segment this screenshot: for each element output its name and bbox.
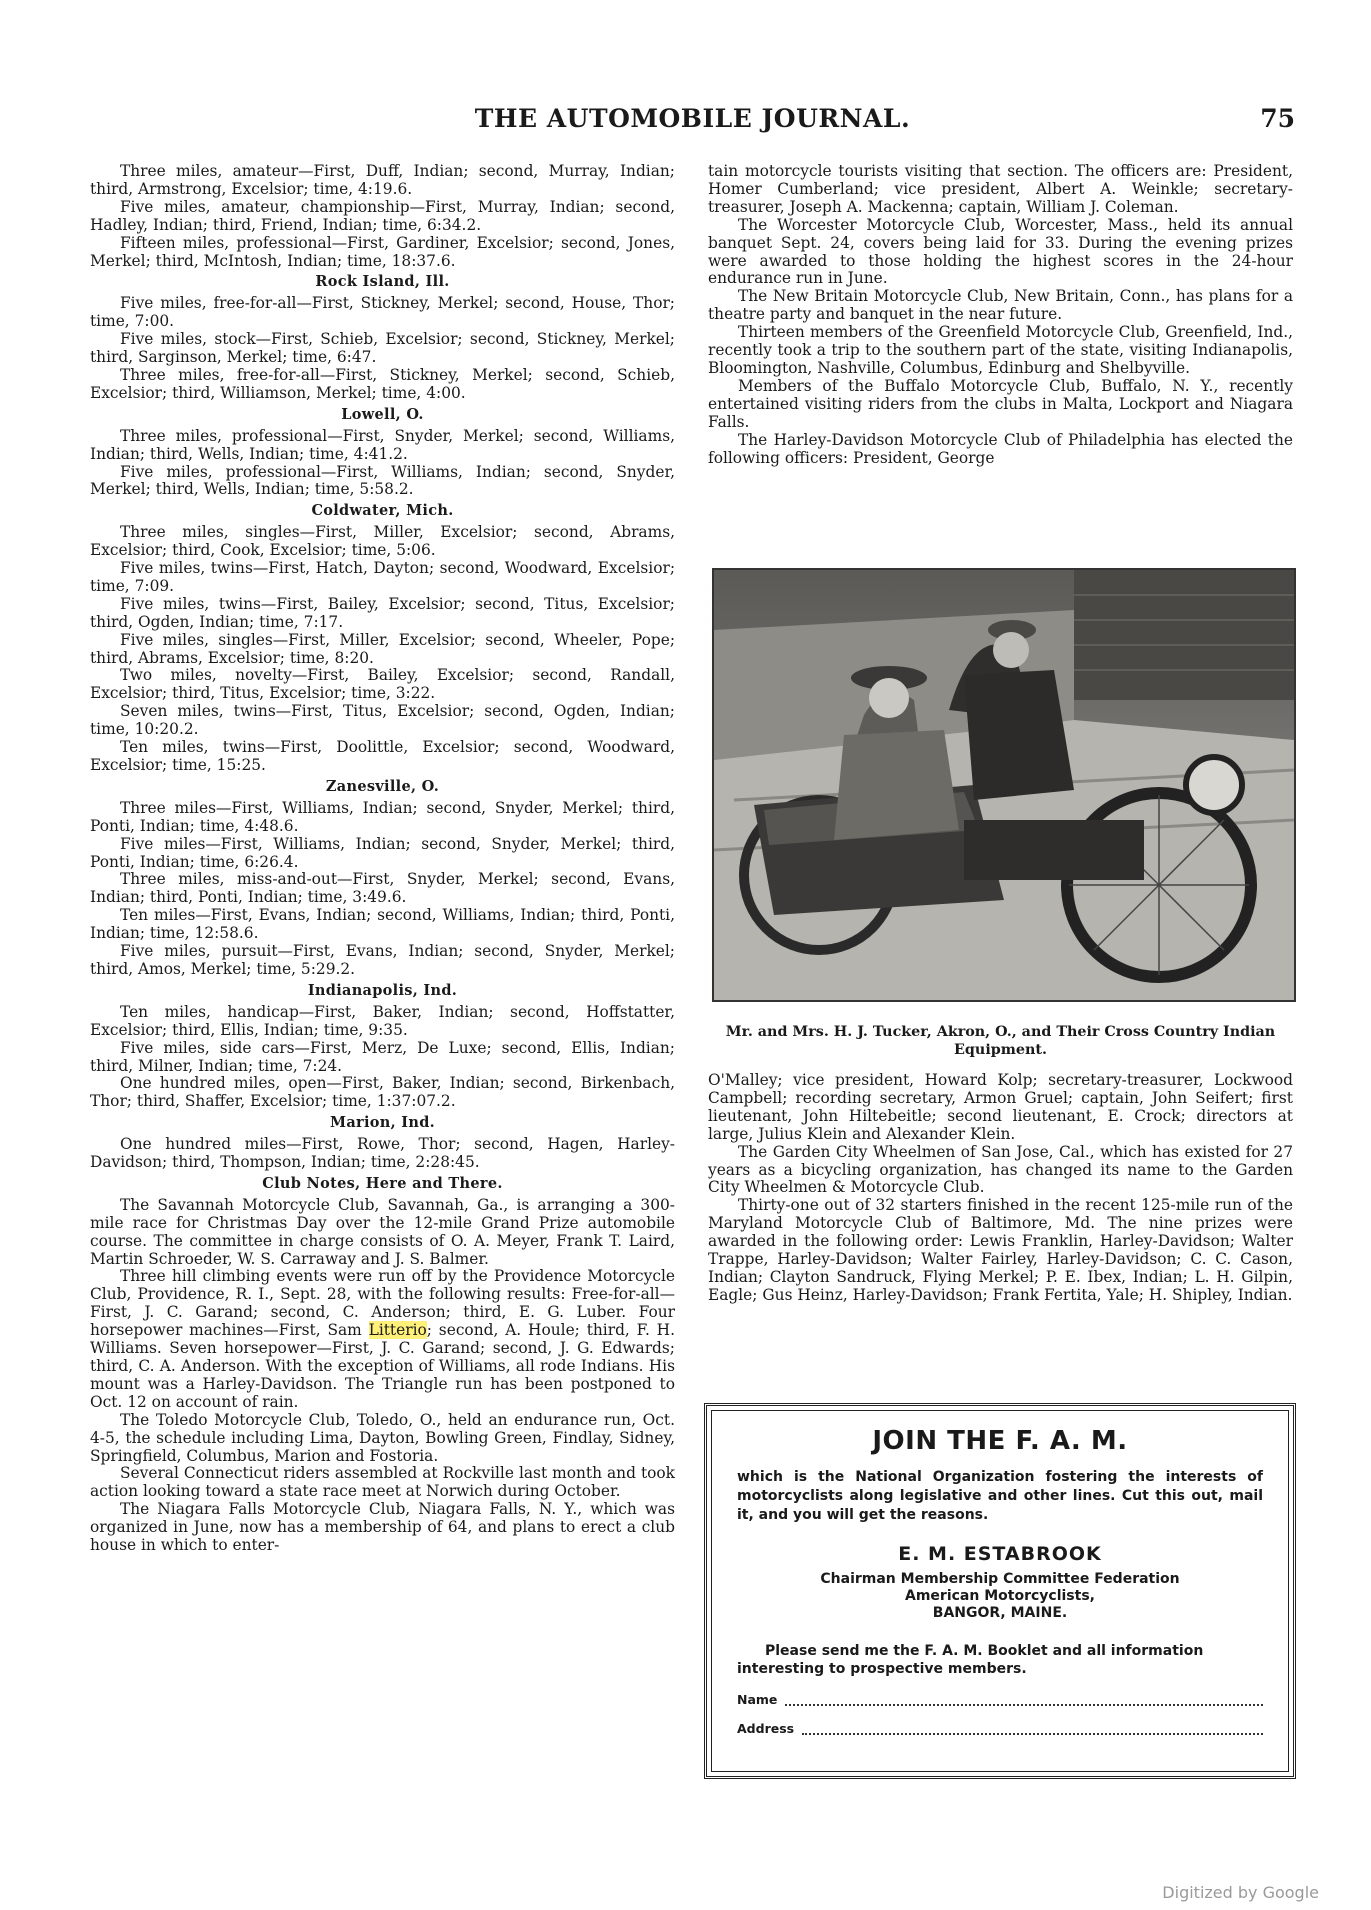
ad-title: JOIN THE F. A. M. [872,1426,1128,1456]
field-label: Address [737,1721,795,1736]
paragraph: tain motorcycle tourists visiting that section. The officers are: President, Homer Cumberland; vice president, Albert A. Weinkle; secretary-treasurer, Joseph A. Mackenna; captain, William J. Coleman. [708,162,1293,216]
ad-name-field [737,1692,1263,1707]
paragraph: Five miles, side cars—First, Merz, De Luxe; second, Ellis, Indian; third, Milner, Indian; time, 7:24. [90,1038,675,1075]
photo-illustration [714,570,1294,1000]
paragraph: The Garden City Wheelmen of San Jose, Cal., which has existed for 27 years as a bicycling organization, has changed its name to the Garden City Wheelmen & Motorcycle Club. [708,1142,1293,1197]
paragraph: Two miles, novelty—First, Bailey, Excelsior; second, Randall, Excelsior; third, Titus, Excelsior; time, 3:22. [90,666,675,703]
paragraph: Several Connecticut riders assembled at Rockville last month and took action looking toward a state race meet at Norwich during October. [90,1464,675,1501]
photo-caption: Mr. and Mrs. H. J. Tucker, Akron, O., and Their Cross Country Indian Equipment. [725,1024,1276,1058]
ad-address-field [737,1721,1263,1736]
paragraph: Five miles, stock—First, Schieb, Excelsior; second, Stickney, Merkel; third, Sarginson, Merkel; time, 6:47. [90,330,675,367]
right-column-top [708,163,1293,467]
paragraph: One hundred miles, open—First, Baker, Indian; second, Birkenbach, Thor; third, Shaffer, Excelsior; time, 1:37:07.2. [90,1074,675,1111]
paragraph: Five miles, pursuit—First, Evans, Indian; second, Snyder, Merkel; third, Amos, Merkel; time, 5:29.2. [90,942,675,978]
paragraph: Five miles—First, Williams, Indian; second, Snyder, Merkel; third, Ponti, Indian; time, 6:26.4. [90,834,675,871]
ad-request: Please send me the F. A. M. Booklet and all information interesting to prospective members. [737,1643,1204,1677]
paragraph: Five miles, twins—First, Bailey, Excelsior; second, Titus, Excelsior; third, Ogden, Indian; time, 7:17. [90,594,675,631]
section-heading-club-notes: Club Notes, Here and There. [262,1174,503,1192]
digitized-watermark: Digitized by Google [1162,1883,1319,1902]
right-column-bottom [708,1072,1293,1305]
paragraph: The Niagara Falls Motorcycle Club, Niagara Falls, N. Y., which was organized in June, now has a membership of 64, and plans to erect a club house in which to enter- [90,1500,675,1555]
paragraph: Three miles, singles—First, Miller, Excelsior; second, Abrams, Excelsior; third, Cook, Excelsior; time, 5:06. [90,523,675,560]
paragraph: Five miles, singles—First, Miller, Excelsior; second, Wheeler, Pope; third, Abrams, Excelsior; time, 8:20. [90,630,675,667]
section-heading-indianapolis: Indianapolis, Ind. [307,981,458,999]
paragraph: The New Britain Motorcycle Club, New Britain, Conn., has plans for a theatre party and banquet in the near future. [708,287,1293,324]
paragraph: The Worcester Motorcycle Club, Worcester, Mass., held its annual banquet Sept. 24, covers being laid for 33. During the evening prizes were awarded to those holding the highest scores in the 24-hour endurance run in June. [708,215,1293,288]
section-heading-rock-island: Rock Island, Ill. [315,273,450,291]
paragraph: Ten miles, handicap—First, Baker, Indian; second, Hoffstatter, Excelsior; third, Ellis, Indian; time, 9:35. [90,1002,675,1039]
paragraph: Fifteen miles, professional—First, Gardiner, Excelsior; second, Jones, Merkel; third, McIntosh, Indian; time, 18:37.6. [90,233,675,270]
ad-contact-line: BANGOR, MAINE. [932,1605,1068,1621]
highlighted-word: Litterio [368,1321,427,1340]
section-heading-marion: Marion, Ind. [329,1114,435,1132]
paragraph: Members of the Buffalo Motorcycle Club, Buffalo, N. Y., recently entertained visiting riders from the clubs in Malta, Lockport and Niagara Falls. [708,376,1293,431]
dotted-line [785,1692,1263,1706]
section-heading-zanesville: Zanesville, O. [325,777,440,795]
paragraph: The Savannah Motorcycle Club, Savannah, Ga., is arranging a 300-mile race for Christmas Day over the 12-mile Grand Prize automobile course. The committee in charge consists of O. A. Meyer, Frank T. Laird, Martin Schroeder, W. S. Carraway and J. S. Balmer. [90,1195,675,1268]
paragraph: Five miles, free-for-all—First, Stickney, Merkel; second, House, Thor; time, 7:00. [90,294,675,331]
dotted-line [802,1721,1263,1735]
paragraph: Ten miles, twins—First, Doolittle, Excelsior; second, Woodward, Excelsior; time, 15:25. [90,738,675,774]
paragraph: Five miles, twins—First, Hatch, Dayton; second, Woodward, Excelsior; time, 7:09. [90,559,675,595]
ad-content [737,1420,1263,1762]
ad-contact-name: E. M. ESTABROOK [898,1543,1102,1565]
paragraph: The Harley-Davidson Motorcycle Club of Philadelphia has elected the following officers: President, George [708,430,1293,467]
paragraph: Three miles—First, Williams, Indian; second, Snyder, Merkel; third, Ponti, Indian; time, 4:48.6. [90,798,675,835]
journal-title: THE AUTOMOBILE JOURNAL. [474,104,911,133]
paragraph: Five miles, professional—First, Williams, Indian; second, Snyder, Merkel; third, Wells, Indian; time, 5:58.2. [90,462,675,499]
text-run: ; second, A. Houle; third, F. H. Williams. Seven horsepower—First, J. C. Garand; second, J. G. Edwards; third, C. A. Anderson. With the exception of Williams, all rode Indians. His mount was a Harley-Davidson. The Triangle run has been postponed to Oct. 12 on account of rain. [90,1321,675,1411]
paragraph: One hundred miles—First, Rowe, Thor; second, Hagen, Harley-Davidson; third, Thompson, Indian; time, 2:28:45. [90,1135,675,1172]
paragraph: Three miles, free-for-all—First, Stickney, Merkel; second, Schieb, Excelsior; third, Williamson, Merkel; time, 4:00. [90,365,675,402]
page-number: 75 [1260,104,1295,133]
ad-intro: which is the National Organization fostering the interests of motorcyclists along legislative and other lines. Cut this out, mail it, and you will get the reasons. [737,1469,1263,1523]
paragraph: Three miles, professional—First, Snyder, Merkel; second, Williams, Indian; third, Wells, Indian; time, 4:41.2. [90,426,675,463]
left-column [90,163,675,1555]
paragraph: The Toledo Motorcycle Club, Toledo, O., held an endurance run, Oct. 4-5, the schedule including Lima, Dayton, Bowling Green, Findlay, Sidney, Springfield, Columbus, Marion and Fostoria. [90,1410,675,1465]
paragraph: Thirty-one out of 32 starters finished in the recent 125-mile run of the Maryland Motorcycle Club of Baltimore, Md. The nine prizes were awarded in the following order: Lewis Franklin, Harley-Davidson; Walter Trappe, Harley-Davidson; Walter Fairley, Harley-Davidson; C. C. Cason, Indian; Clayton Sandruck, Flying Merkel; P. E. Ibex, Indian; L. H. Gilpin, Eagle; Gus Heinz, Harley-Davidson; Frank Fertita, Yale; H. Shipley, Indian. [708,1196,1293,1304]
field-label: Name [737,1692,778,1707]
paragraph: Three miles, amateur—First, Duff, Indian; second, Murray, Indian; third, Armstrong, Excelsior; time, 4:19.6. [90,162,675,198]
text-run: Three hill climbing events were run off by the Providence Motorcycle Club, Providence, R. I., Sept. 28, with the following results: Free-for-all—First, J. C. Garand; second, C. Anderson; third, E. G. Luber. Four horsepower machines—First, Sam [90,1267,675,1340]
paragraph: Thirteen members of the Greenfield Motorcycle Club, Greenfield, Ind., recently took a trip to the southern part of the state, visiting Indianapolis, Bloomington, Nashville, Columbus, Edinburg and Shelbyville. [708,323,1293,377]
paragraph: Three miles, miss-and-out—First, Snyder, Merkel; second, Evans, Indian; third, Ponti, Indian; time, 3:49.6. [90,870,675,907]
paragraph: Ten miles—First, Evans, Indian; second, Williams, Indian; third, Ponti, Indian; time, 12:58.6. [90,906,675,943]
ad-contact-line: Chairman Membership Committee Federation [820,1571,1180,1587]
section-heading-lowell: Lowell, O. [341,405,424,423]
paragraph: Five miles, amateur, championship—First, Murray, Indian; second, Hadley, Indian; third, Friend, Indian; time, 6:34.2. [90,197,675,234]
paragraph-providence [90,1268,675,1411]
section-heading-coldwater: Coldwater, Mich. [311,502,454,520]
page-header [90,104,1295,138]
fam-advertisement [704,1403,1296,1779]
photo-motorcycle-sidecar [712,568,1296,1002]
paragraph: Seven miles, twins—First, Titus, Excelsior; second, Ogden, Indian; time, 10:20.2. [90,702,675,739]
ad-contact-line: American Motorcyclists, [905,1588,1095,1604]
paragraph: O'Malley; vice president, Howard Kolp; secretary-treasurer, Lockwood Campbell; recording secretary, Armon Gruel; captain, John Seifert; first lieutenant, John Hiltebeitle; second lieutenant, E. Crock; directors at large, Julius Klein and Alexander Klein. [708,1071,1293,1143]
